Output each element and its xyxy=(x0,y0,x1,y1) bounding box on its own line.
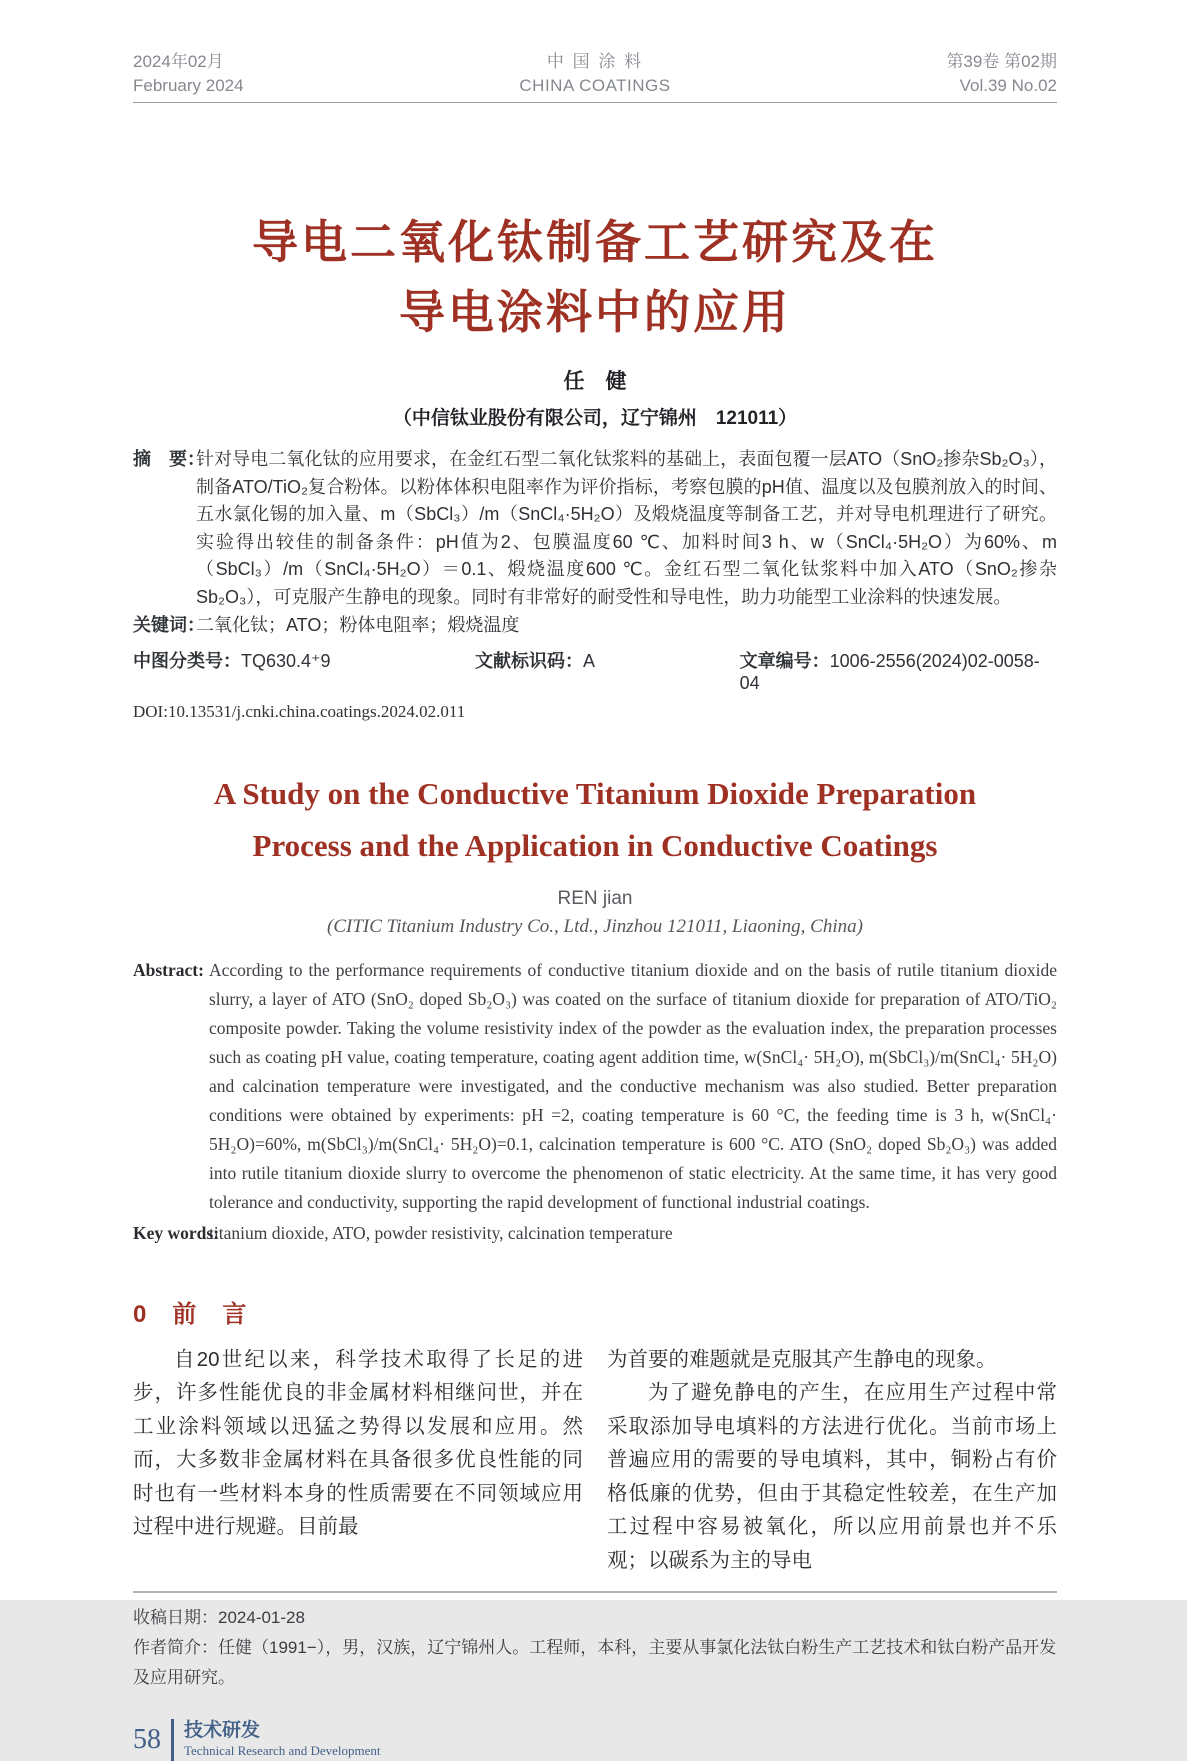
header-divider xyxy=(133,102,1057,103)
abstract-en xyxy=(133,956,1057,1217)
body-paragraph-right: 为了避免静电的产生，在应用生产过程中常采取添加导电填料的方法进行优化。当前市场上普遍应用的需要的导电填料，其中，铜粉占有价格低廉的优势，但由于其稳定性较差，在生产加工过程中容易被氧化，所以应用前景也并不乐观；以碳系为主的导电 xyxy=(607,1381,1057,1572)
abstract-cn-label: 摘 要： xyxy=(133,449,205,469)
body-column-left xyxy=(133,1343,583,1578)
article-id xyxy=(740,647,1057,694)
header-journal-name xyxy=(519,50,670,98)
journal-header xyxy=(133,0,1057,98)
section-heading-0: 0 前 言 xyxy=(133,1300,248,1328)
affiliation-cn: （中信钛业股份有限公司，辽宁锦州 121011） xyxy=(392,408,798,429)
footnote-block xyxy=(133,1603,1057,1693)
clc-label: 中图分类号： xyxy=(133,650,241,671)
page-footer xyxy=(133,1719,1057,1761)
volume-issue-cn: 第39卷 第02期 xyxy=(946,52,1057,71)
received-date-line xyxy=(133,1603,1057,1633)
classification-row xyxy=(133,647,1057,694)
clc-number xyxy=(133,647,475,694)
received-date-value: 2024-01-28 xyxy=(218,1608,305,1627)
footer-column-en: Technical Research and Development xyxy=(184,1743,381,1758)
author-en: REN jian xyxy=(557,887,633,909)
issue-date-cn: 2024年02月 xyxy=(133,52,224,71)
received-date-label: 收稿日期： xyxy=(133,1608,218,1627)
author-bio-label: 作者简介： xyxy=(133,1638,218,1657)
article-title-en xyxy=(133,768,1057,872)
journal-name-cn: 中 国 涂 料 xyxy=(546,52,644,71)
keywords-en-label: Key words: xyxy=(133,1222,220,1243)
affiliation-en: (CITIC Titanium Industry Co., Ltd., Jinzhou 121011, Liaoning, China) xyxy=(327,915,863,937)
article-id-value: 1006-2556(2024)02-0058-04 xyxy=(739,650,1040,693)
keywords-en-text: titanium dioxide, ATO, powder resistivity, calcination temperature xyxy=(209,1222,673,1243)
document-code xyxy=(475,647,740,694)
abstract-cn xyxy=(133,446,1057,611)
article-title-cn-line2: 导电涂料中的应用 xyxy=(399,286,791,338)
footer-column-cn: 技术研发 xyxy=(184,1720,261,1741)
author-bio-value: 任健（1991−），男，汉族，辽宁锦州人。工程师，本科，主要从事氯化法钛白粉生产工艺技术和钛白粉产品开发及应用研究。 xyxy=(133,1638,1057,1687)
body-column-right xyxy=(607,1343,1057,1578)
article-title-cn xyxy=(133,207,1057,347)
doi-line: DOI:10.13531/j.cnki.china.coatings.2024.02.011 xyxy=(133,701,466,721)
keywords-cn-label: 关键词： xyxy=(133,615,205,635)
keywords-cn-text: 二氧化钛；ATO；粉体电阻率；煅烧温度 xyxy=(196,615,520,635)
abstract-en-label: Abstract: xyxy=(133,959,204,980)
document-code-value: A xyxy=(582,650,595,671)
header-volume-issue xyxy=(946,50,1057,98)
body-paragraph-right-continuation: 为首要的难题就是克服其产生静电的现象。 xyxy=(607,1347,997,1371)
keywords-en xyxy=(133,1219,1057,1248)
article-title-en-line2: Process and the Application in Conductive Coatings xyxy=(252,827,938,863)
volume-issue-en: Vol.39 No.02 xyxy=(959,76,1057,95)
article-title-en-line1: A Study on the Conductive Titanium Dioxide Preparation xyxy=(213,775,977,811)
journal-name-en: CHINA COATINGS xyxy=(519,76,671,95)
issue-date-en: February 2024 xyxy=(133,76,244,95)
article-title-cn-line1: 导电二氧化钛制备工艺研究及在 xyxy=(252,216,938,268)
article-id-label: 文章编号： xyxy=(739,650,830,671)
document-code-label: 文献标识码： xyxy=(474,650,583,671)
footnote-divider xyxy=(133,1591,1057,1593)
clc-value: TQ630.4⁺9 xyxy=(241,650,331,671)
content-area xyxy=(133,0,1057,1761)
footer-column-title xyxy=(174,1720,381,1760)
keywords-cn xyxy=(133,612,1057,640)
body-columns xyxy=(133,1343,1057,1578)
author-bio-line xyxy=(133,1633,1057,1693)
body-paragraph-left: 自20世纪以来，科学技术取得了长足的进步，许多性能优良的非金属材料相继问世，并在工业涂料领域以迅猛之势得以发展和应用。然而，大多数非金属材料在具备很多优良性能的同时也有一些材料本身的性质需要在不同领域应用过程中进行规避。目前最 xyxy=(133,1347,583,1538)
abstract-en-text: According to the performance requirements of conductive titanium dioxide and on the basis of rutile titanium dioxide slurry, a layer of ATO (SnO₂ doped Sb₂O₃) was coated on the surface of titanium dioxide for preparation of ATO/TiO₂ composite powder. Taking the volume resistivity index of the powder as the evaluation index, the preparation processes such as coating pH value, coating temperature, coating agent addition time, w(SnCl₄· 5H₂O), m(SbCl₃)/m(SnCl₄· 5H₂O) and calcination temperature were investigated, and the conductive mechanism was also studied. Better preparation conditions were obtained by experiments: pH =2, coating temperature is 60 °C, the feeding time is 3 h, w(SnCl₄· 5H₂O)=60%, m(SbCl₃)/m(SnCl₄· 5H₂O)=0.1, calcination temperature is 600 °C. ATO (SnO₂ doped Sb₂O₃) was added into rutile titanium dioxide slurry to overcome the phenomenon of static electricity. At the same time, it has very good tolerance and conductivity, supporting the rapid development of functional industrial coatings. xyxy=(209,959,1057,1212)
header-issue-date xyxy=(133,50,244,98)
abstract-cn-text: 针对导电二氧化钛的应用要求，在金红石型二氧化钛浆料的基础上，表面包覆一层ATO（SnO₂掺杂Sb₂O₃），制备ATO/TiO₂复合粉体。以粉体体积电阻率作为评价指标，考察包膜的pH值、温度以及包膜剂放入的时间、五水氯化锡的加入量、m（SbCl₃）/m（SnCl₄·5H₂O）及煅烧温度等制备工艺，并对导电机理进行了研究。实验得出较佳的制备条件：pH值为2、包膜温度60 ℃、加料时间3 h、w（SnCl₄·5H₂O）为60%、m（SbCl₃）/m（SnCl₄·5H₂O）＝0.1、煅烧温度600 ℃。金红石型二氧化钛浆料中加入ATO（SnO₂掺杂Sb₂O₃），可克服产生静电的现象。同时有非常好的耐受性和导电性，助力功能型工业涂料的快速发展。 xyxy=(196,449,1057,607)
page-number: 58 xyxy=(133,1724,161,1755)
author-cn: 任 健 xyxy=(563,370,627,393)
